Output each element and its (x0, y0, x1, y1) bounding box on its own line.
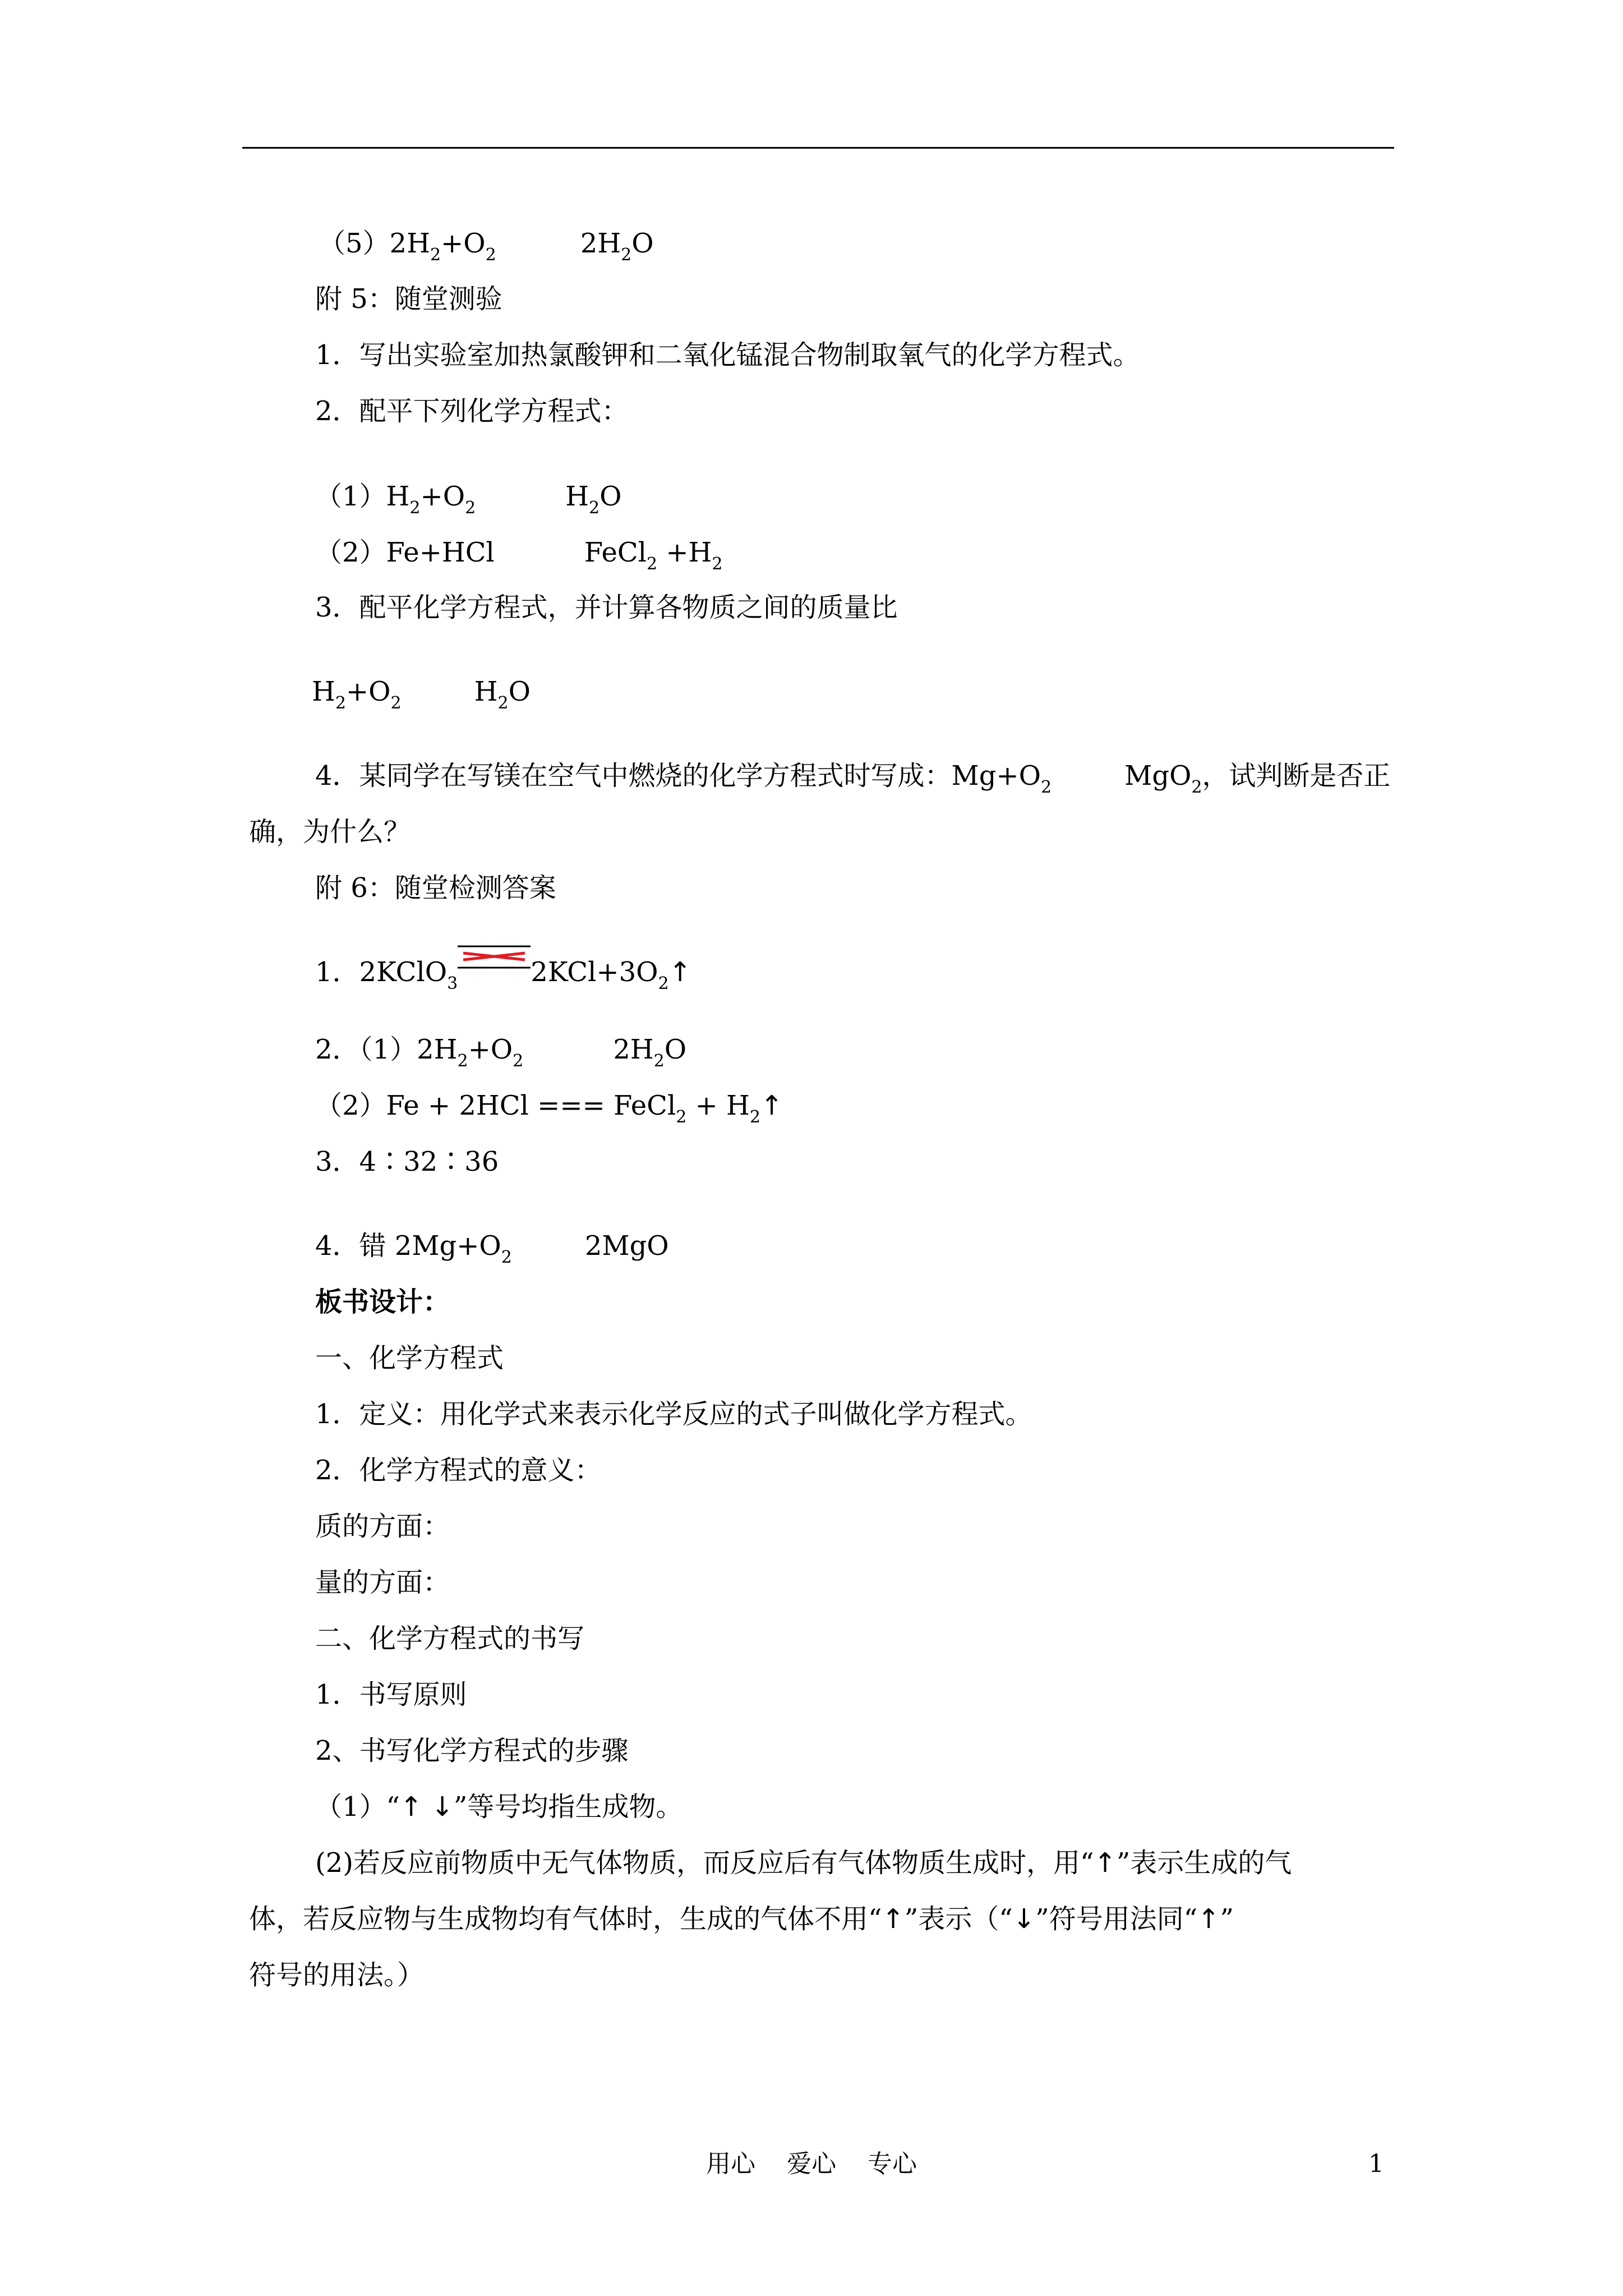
subscript: 2 (646, 554, 658, 574)
subscript: 2 (658, 974, 669, 993)
subscript: 2 (409, 498, 421, 518)
text: 2MgO (584, 1230, 669, 1262)
quality-aspect: 质的方面： (315, 1511, 450, 1542)
text: +H (657, 537, 712, 568)
section-1-item-2: 2．化学方程式的意义： (315, 1455, 602, 1486)
section-2-item-1: 1．书写原则 (315, 1679, 467, 1710)
subscript: 2 (712, 554, 723, 574)
text: ” (1220, 1903, 1234, 1935)
subscript: 2 (676, 1107, 687, 1127)
text: （2）Fe+HCl (315, 537, 495, 568)
text: (2)若反应前物质中无气体物质，而反应后有气体物质生成时，用“ (315, 1847, 1094, 1879)
footer-motto: 用心 爱心 专心 (706, 2150, 917, 2178)
step-2-line-2 (249, 1902, 1234, 1936)
text: 4．错 2Mg+O (315, 1230, 501, 1262)
question-4 (315, 759, 1390, 797)
answer-2-item-1 (315, 1033, 686, 1070)
text: 体，若反应物与生成物均有气体时，生成的气体不用“ (249, 1903, 882, 1935)
subscript: 2 (457, 1051, 468, 1071)
text: +O (468, 1034, 513, 1065)
text: H (474, 676, 498, 707)
up-arrow-icon: ↑ (400, 1791, 423, 1823)
subscript: 2 (589, 498, 600, 518)
section-1-item-1: 1．定义：用化学式来表示化学反应的式子叫做化学方程式。 (315, 1398, 1032, 1430)
section-1-heading: 一、化学方程式 (315, 1342, 504, 1374)
text: O (664, 1034, 687, 1065)
appendix-6-heading: 附 6：随堂检测答案 (315, 872, 556, 904)
text: MgO (1124, 760, 1192, 792)
text: ”表示生成的气 (1116, 1847, 1292, 1879)
appendix-5-heading: 附 5：随堂测验 (315, 283, 502, 315)
text: 2H (613, 1034, 654, 1065)
section-2-item-2: 2、书写化学方程式的步骤 (315, 1735, 629, 1766)
text: +O (420, 481, 465, 512)
gas-arrow-icon: ↑ (760, 1090, 783, 1121)
answer-2-item-2 (315, 1089, 783, 1126)
subscript: 2 (335, 693, 346, 713)
quantity-aspect: 量的方面： (315, 1567, 450, 1598)
subscript: 2 (1041, 777, 1052, 797)
page-number: 1 (1368, 2150, 1384, 2178)
question-1: 1．写出实验室加热氯酸钾和二氧化锰混合物制取氧气的化学方程式。 (315, 339, 1140, 371)
text: 4．某同学在写镁在空气中燃烧的化学方程式时写成：Mg+O (315, 760, 1041, 792)
question-4-continuation: 确，为什么？ (249, 816, 411, 848)
text: （1）H (315, 481, 410, 512)
question-2-item-2 (315, 536, 723, 573)
text: （5）2H (319, 228, 430, 259)
answer-3: 3．4∶32∶36 (315, 1146, 499, 1177)
text: FeCl (584, 537, 647, 568)
red-catalyst-mark (458, 942, 531, 973)
subscript: 2 (1191, 777, 1202, 797)
subscript: 2 (390, 693, 402, 713)
text: ，试判断是否正 (1202, 760, 1391, 792)
subscript: 2 (465, 498, 476, 518)
text: H (565, 481, 589, 512)
answer-4 (315, 1229, 669, 1267)
subscript: 2 (653, 1051, 665, 1071)
step-2-line-1 (315, 1846, 1292, 1880)
question-3: 3．配平化学方程式，并计算各物质之间的质量比 (315, 592, 898, 623)
text: O (508, 676, 531, 707)
up-arrow-icon: ↑ (882, 1903, 905, 1935)
section-2-heading: 二、化学方程式的书写 (315, 1623, 585, 1654)
text: 2KCl+3O (531, 956, 658, 988)
text: 2H (580, 228, 621, 259)
text: +O (441, 228, 486, 259)
subscript: 2 (497, 693, 509, 713)
board-design-heading: 板书设计： (315, 1286, 450, 1318)
subscript: 2 (430, 245, 441, 265)
text: +O (345, 676, 391, 707)
text: ”等号均指生成物。 (453, 1791, 683, 1823)
text: ”符号用法同“ (1035, 1903, 1198, 1935)
up-arrow-icon: ↑ (1197, 1903, 1220, 1935)
reaction-condition-sign (458, 959, 531, 981)
question-2-item-1 (315, 480, 621, 517)
subscript: 2 (501, 1248, 512, 1267)
question-3-equation (312, 675, 531, 712)
header-rule (242, 147, 1394, 149)
step-2-line-3: 符号的用法。） (249, 1959, 425, 1991)
subscript: 2 (621, 245, 632, 265)
text: 1．2KClO (315, 956, 448, 988)
equation-line-5 (319, 227, 654, 264)
answer-1 (315, 955, 691, 993)
subscript: 3 (447, 974, 458, 993)
text: ”表示（“ (904, 1903, 1013, 1935)
text: （1）“ (315, 1791, 400, 1823)
question-2: 2．配平下列化学方程式： (315, 395, 629, 427)
subscript: 2 (485, 245, 496, 265)
down-arrow-icon: ↓ (431, 1791, 454, 1823)
subscript: 2 (749, 1107, 760, 1127)
text: 2．（1）2H (315, 1034, 458, 1065)
step-1 (315, 1790, 683, 1824)
text: + H (686, 1090, 750, 1121)
up-arrow-icon: ↑ (1094, 1847, 1117, 1879)
text: H (312, 676, 335, 707)
text: （2）Fe + 2HCl === FeCl (315, 1090, 676, 1121)
gas-arrow-icon: ↑ (668, 956, 691, 988)
subscript: 2 (513, 1051, 524, 1071)
text: O (631, 228, 654, 259)
text: O (600, 481, 622, 512)
down-arrow-icon: ↓ (1012, 1903, 1036, 1935)
